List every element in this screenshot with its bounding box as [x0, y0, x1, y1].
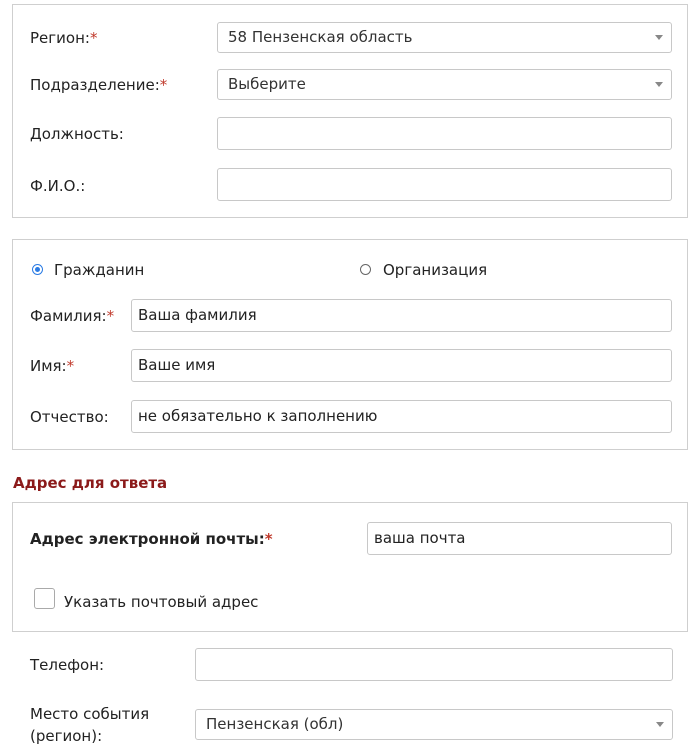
event-place-select-value: Пензенская (обл)	[206, 715, 344, 733]
required-mark: *	[159, 76, 168, 94]
reply-address-panel	[12, 502, 688, 632]
required-mark: *	[264, 530, 273, 548]
region-label: Регион:*	[30, 29, 98, 47]
chevron-down-icon	[656, 722, 664, 727]
department-panel	[12, 4, 688, 218]
division-select-value: Выберите	[228, 75, 306, 93]
event-place-label: Место события (регион):	[30, 705, 150, 745]
chevron-down-icon	[655, 82, 663, 87]
radio-organization-label[interactable]: Организация	[383, 261, 488, 279]
division-label: Подразделение:*	[30, 76, 168, 94]
patronymic-label: Отчество:	[30, 408, 109, 426]
phone-label: Телефон:	[30, 656, 105, 674]
email-input[interactable]: ваша почта	[367, 522, 672, 555]
applicant-panel	[12, 239, 688, 450]
radio-organization[interactable]	[360, 264, 371, 275]
first-name-input[interactable]: Ваше имя	[131, 349, 672, 382]
first-name-label: Имя:*	[30, 357, 75, 375]
fio-label: Ф.И.О.:	[30, 177, 86, 195]
required-mark: *	[106, 307, 115, 325]
last-name-label: Фамилия:*	[30, 307, 115, 325]
region-select-value: 58 Пензенская область	[228, 28, 413, 46]
fio-input[interactable]	[217, 168, 672, 201]
region-select[interactable]	[217, 22, 672, 53]
chevron-down-icon	[655, 35, 663, 40]
last-name-input[interactable]: Ваша фамилия	[131, 299, 672, 332]
radio-citizen[interactable]	[32, 264, 43, 275]
postal-address-label[interactable]: Указать почтовый адрес	[64, 593, 259, 611]
event-place-select[interactable]	[195, 709, 673, 740]
email-label: Адрес электронной почты:*	[30, 530, 273, 548]
position-input[interactable]	[217, 117, 672, 150]
postal-address-checkbox[interactable]	[34, 588, 55, 609]
required-mark: *	[89, 29, 98, 47]
division-select[interactable]	[217, 69, 672, 100]
patronymic-input[interactable]: не обязательно к заполнению	[131, 400, 672, 433]
reply-address-title: Адрес для ответа	[13, 474, 168, 492]
required-mark: *	[66, 357, 75, 375]
position-label: Должность:	[30, 125, 124, 143]
radio-citizen-label[interactable]: Гражданин	[54, 261, 145, 279]
phone-input[interactable]	[195, 648, 673, 681]
